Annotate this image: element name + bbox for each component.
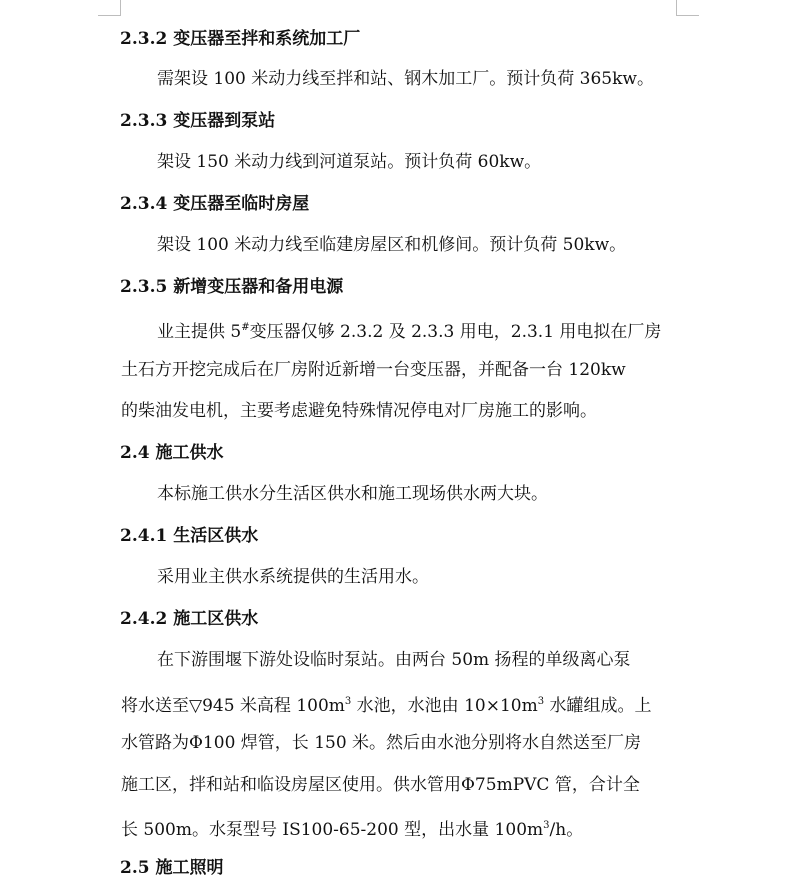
paragraph-2-3-5-line-2: 土石方开挖完成后在厂房附近新增一台变压器，并配备一台 120kw [121,360,626,380]
section-heading-2-4-2: 2.4.2 施工区供水 [120,609,259,629]
page-corner-mark-left [98,0,121,16]
section-heading-2-4: 2.4 施工供水 [120,443,224,463]
paragraph-2-4-2-line-1: 在下游围堰下游处设临时泵站。由两台 50m 扬程的单级离心泵 [157,650,631,670]
paragraph-2-3-5-line-3: 的柴油发电机，主要考虑避免特殊情况停电对厂房施工的影响。 [121,401,597,421]
section-heading-2-3-4: 2.3.4 变压器至临时房屋 [120,194,310,214]
paragraph-2-3-5-line-1: 业主提供 5#变压器仅够 2.3.2 及 2.3.3 用电，2.3.1 用电拟在厂房 [157,322,662,342]
page-corner-mark-right [676,0,699,16]
paragraph-2-4-2-line-2: 将水送至▽945 米高程 $100m^3$ 水池，水池由 $10\times 10m^3$ 水罐组成。上 [121,696,652,716]
paragraph-2-3-3: 架设 150 米动力线到河道泵站。预计负荷 60kw。 [157,152,542,172]
section-heading-2-5: 2.5 施工照明 [120,858,224,878]
section-heading-2-3-5: 2.3.5 新增变压器和备用电源 [120,277,344,297]
paragraph-2-4-2-line-4: 施工区，拌和站和临设房屋区使用。供水管用Φ75mPVC 管，合计全 [121,775,640,795]
paragraph-2-4-1: 采用业主供水系统提供的生活用水。 [157,567,429,587]
paragraph-2-4-2-line-3: 水管路为Φ100 焊管，长 150 米。然后由水池分别将水自然送至厂房 [121,733,642,753]
section-heading-2-3-2: 2.3.2 变压器至拌和系统加工厂 [120,29,361,49]
paragraph-2-3-2: 需架设 100 米动力线至拌和站、钢木加工厂。预计负荷 365kw。 [157,69,654,89]
paragraph-2-4-2-line-5: 长 500m。水泵型号 IS100-65-200 型，出水量 $100m^3/h$。 [121,820,584,840]
section-heading-2-3-3: 2.3.3 变压器到泵站 [120,111,276,131]
paragraph-2-3-4: 架设 100 米动力线至临建房屋区和机修间。预计负荷 50kw。 [157,235,627,255]
section-heading-2-4-1: 2.4.1 生活区供水 [120,526,259,546]
paragraph-2-4: 本标施工供水分生活区供水和施工现场供水两大块。 [157,484,548,504]
